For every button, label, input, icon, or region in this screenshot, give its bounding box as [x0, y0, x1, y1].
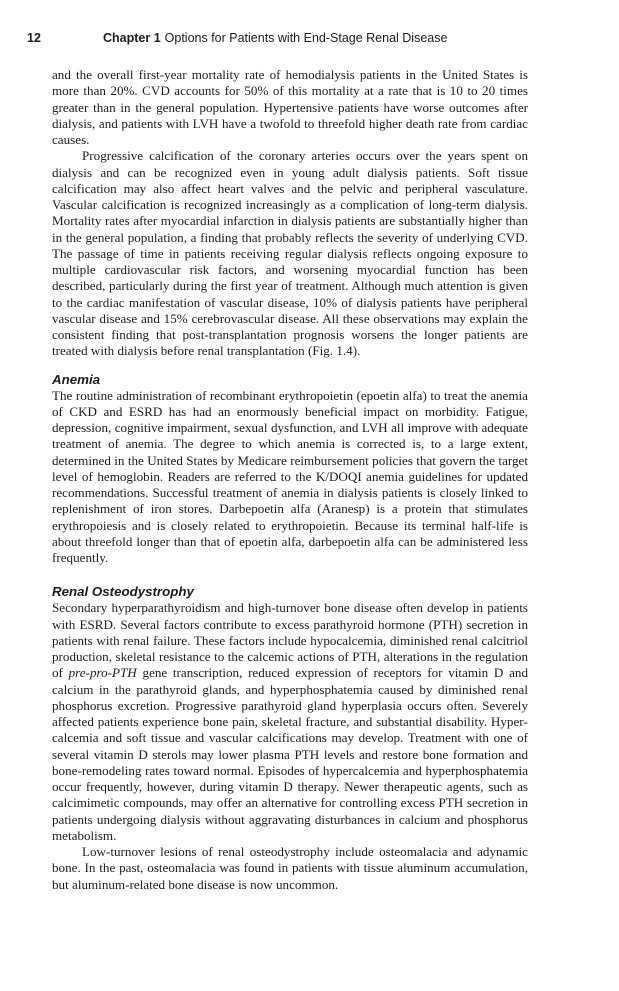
paragraph-osteodystrophy-part1: Secondary hyperparathyroidism and high-turnover bone disease often develop in patients with ESRD. Several factors contribute to excess parathyroid hormone (PTH) secretion in patients with renal failure. These factors include hypocalcemia, diminished renal calcitriol production, skeletal resistance to the calcemic actions of PTH, alterations in the regulation of [52, 600, 528, 681]
paragraph-calcification: Progressive calcification of the coronary arteries occurs over the years spent on dialysis and can be recognized even in young adult dialysis patients. Soft tissue calcification may also affect heart valves and the pelvic and peripheral vasculature. Vascular calcification is recognized increasingly as a complication of long-term dialysis. Mortality rates after myocardial infarction in dialysis patients are substantially higher than in the general population, a finding that probably reflects the severity of underlying CVD. The passage of time in patients receiving regular dialysis reflects ongoing exposure to multiple cardiovascular risk factors, and worsening myocardial function has been described, particularly during the first year of treatment. Although much attention is given to the cardiac manifestation of vascular disease, 10% of dialysis patients have peripheral vascular disease and 15% cerebrovascular disease. All these observations may explain the consistent finding that post-transplantation prognosis worsens the longer patients are treated with dialysis before renal transplantation (Fig. 1.4). [52, 148, 528, 359]
paragraph-anemia: The routine administration of recombinant erythropoietin (epoetin alfa) to treat the anemia of CKD and ESRD has had an enormously beneficial impact on morbidity. Fatigue, depression, cognitive impairment, sexual dysfunction, and LVH all improve with adequate treatment of anemia. The degree to which anemia is corrected is, to a large extent, determined in the United States by Medicare reimbursement policies that govern the target level of hemoglobin. Readers are referred to the K/DOQI anemia guidelines for updated recommendations. Successful treatment of anemia in dialysis patients is closely linked to replenishment of iron stores. Darbepoetin alfa (Aranesp) is a protein that stimulates erythropoiesis and is closely related to erythropoietin. Because its terminal half-life is about threefold longer than that of epoetin alfa, darbepoetin alfa can be administered less frequently. [52, 387, 528, 565]
page-number: 12 [27, 31, 41, 45]
section-heading-renal-osteodystrophy: Renal Osteodystrophy [52, 584, 194, 600]
paragraph-osteodystrophy [52, 600, 528, 844]
body-text [52, 67, 528, 893]
paragraph-mortality: and the overall first-year mortality rate of hemodialysis patients in the United States is more than 20%. CVD accounts for 50% of this mortality at a rate that is 10 to 20 times greater than in the general population. Hypertensive patients have worse outcomes after dialysis, and patients with LVH have a twofold to threefold higher death rate from cardiac causes. [52, 67, 528, 147]
chapter-label: Chapter 1 [103, 31, 161, 45]
pre-pro-pth-term: pre-pro-PTH [68, 665, 137, 681]
running-head [27, 30, 567, 46]
chapter-title: Options for Patients with End-Stage Renal Disease [164, 31, 448, 45]
paragraph-low-turnover: Low-turnover lesions of renal osteodystrophy include osteomalacia and adynamic bone. In the past, osteomalacia was found in patients with tissue aluminum accumulation, but aluminum-related bone disease is now uncommon. [52, 844, 528, 892]
section-heading-anemia: Anemia [52, 371, 101, 387]
paragraph-osteodystrophy-part2: gene transcription, reduced expression of receptors for vitamin D and calcium in the parathyroid glands, and hyperphosphatemia caused by diminished renal phosphorus excretion. Progressive parathyroid gland hyperplasia occurs often. Severely affected patients experience bone pain, skeletal fracture, and substantial disability. Hypercalcemia and soft tissue and vascular calcifications may develop. Treatment with one of several vitamin D sterols may lower plasma PTH levels and restore bone formation and bone-remodeling rates toward normal. Episodes of hypercalcemia and hyperphosphatemia occur frequently, however, during vitamin D therapy. Newer therapeutic agents, such as calcimimetic compounds, may offer an alternative for controlling excess PTH secretion in patients undergoing dialysis without aggravating disturbances in calcium and phosphorus metabolism. [52, 665, 528, 843]
